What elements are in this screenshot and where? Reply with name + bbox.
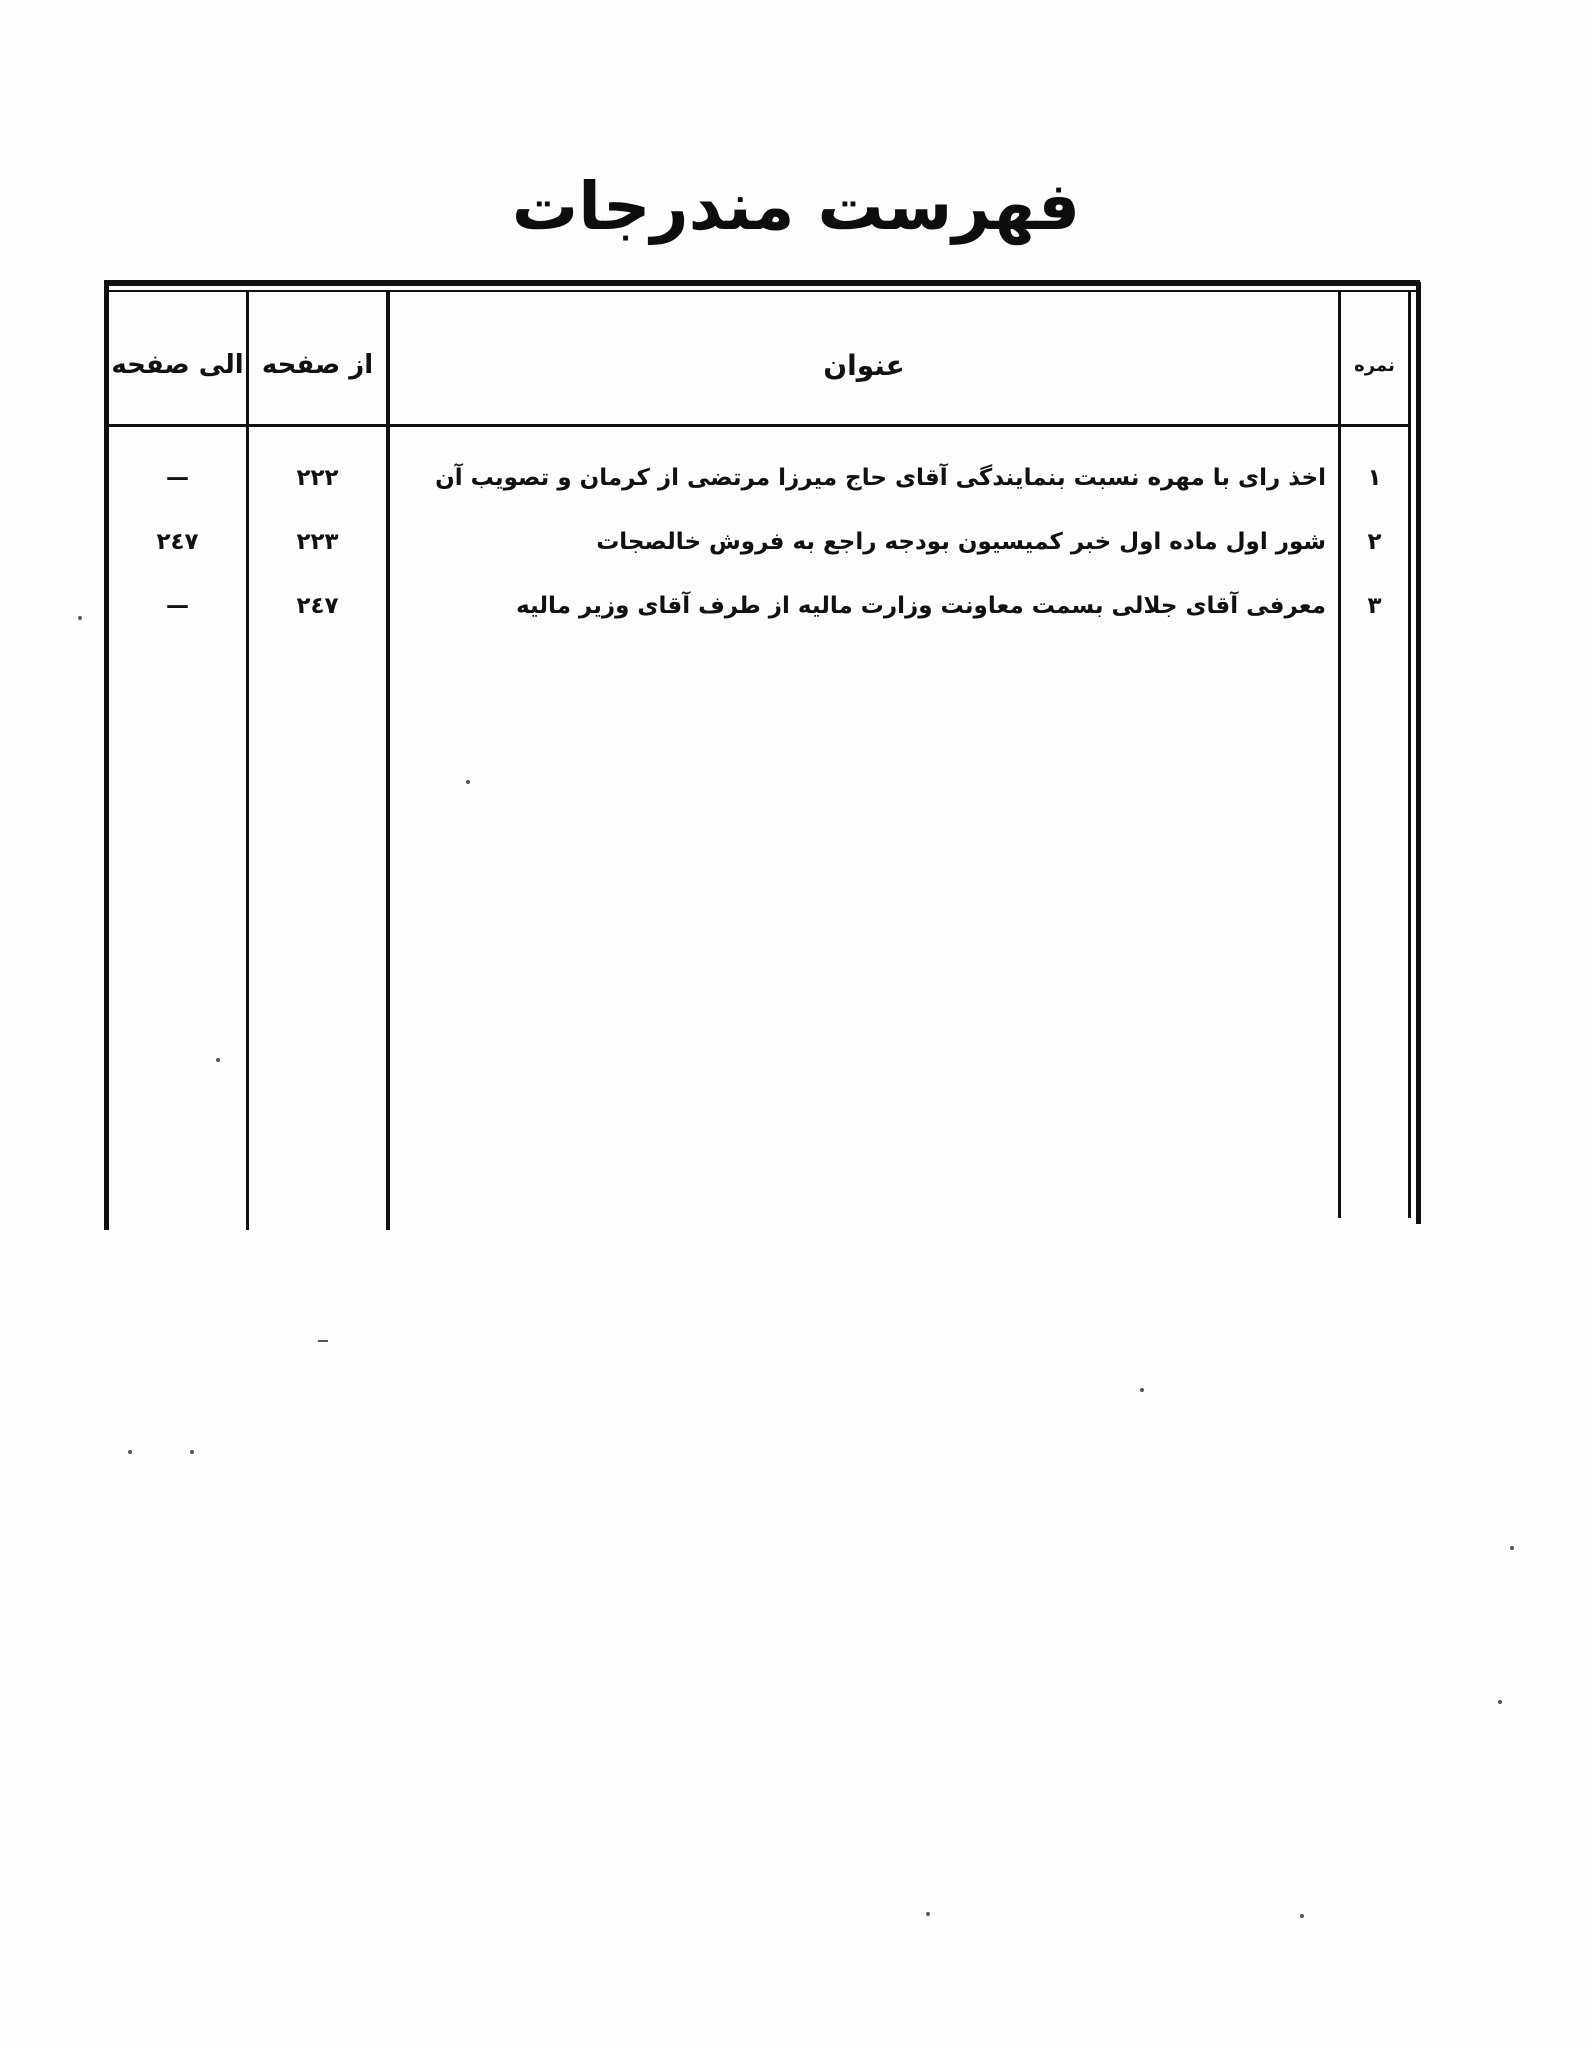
row-number: ۲ (1367, 529, 1382, 555)
table-right-border-inner (1408, 290, 1411, 1218)
scan-speck (1510, 1546, 1514, 1550)
scan-speck (1300, 1914, 1304, 1918)
header-subject: عنوان (823, 348, 905, 382)
table-row (0, 448, 1592, 508)
header-number: نمره (1354, 354, 1395, 376)
row-from-page: ۲۲۳ (296, 529, 339, 555)
row-from-page: ۲۲۲ (296, 465, 339, 491)
table-row (0, 512, 1592, 572)
table-top-inner-border (104, 290, 1420, 292)
scan-speck (128, 1450, 132, 1454)
column-divider-from-subject (386, 292, 390, 1230)
scan-speck (926, 1912, 930, 1916)
row-subject: معرفی آقای جلالی بسمت معاونت وزارت مالیه از طرف آقای وزیر مالیه (516, 593, 1326, 619)
row-number: ۱ (1367, 465, 1382, 491)
row-to-page: — (166, 593, 189, 619)
column-divider-subject-number (1338, 292, 1341, 1218)
scan-speck (466, 780, 470, 784)
row-from-page: ۲٤۷ (296, 593, 339, 619)
scan-speck (318, 1340, 328, 1342)
header-from-page: از صفحه (261, 350, 374, 380)
scan-speck (1140, 1388, 1144, 1392)
scan-speck (78, 616, 82, 620)
page-title: فهرست مندرجات (511, 168, 1081, 245)
row-to-page: ۲٤۷ (156, 529, 199, 555)
table-top-border (104, 280, 1420, 286)
table-row (0, 576, 1592, 636)
scan-speck (1498, 1700, 1502, 1704)
header-to-page: الی صفحه (111, 350, 244, 380)
header-bottom-border (108, 424, 1408, 427)
row-subject: شور اول ماده اول خبر کمیسیون بودجه راجع به فروش خالصجات (596, 529, 1326, 555)
table-left-border (104, 284, 109, 1230)
row-number: ۳ (1367, 593, 1382, 619)
row-subject: اخذ رای با مهره نسبت بنمایندگی آقای حاج میرزا مرتضی از کرمان و تصویب آن (435, 465, 1326, 491)
table-right-border-outer (1416, 282, 1421, 1224)
scan-speck (216, 1058, 220, 1062)
column-divider-to-from (246, 292, 249, 1230)
scan-speck (190, 1450, 194, 1454)
row-to-page: — (166, 465, 189, 491)
